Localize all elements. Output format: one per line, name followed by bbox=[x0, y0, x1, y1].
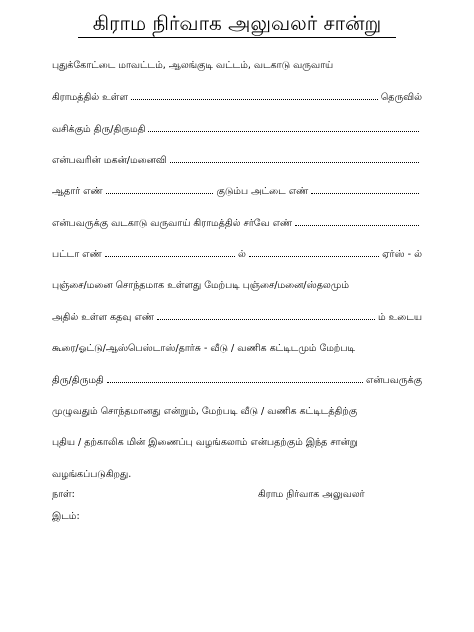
line-ids bbox=[52, 182, 422, 200]
owner-suffix: என்பவருக்கு bbox=[365, 375, 422, 386]
line-connection bbox=[52, 434, 422, 452]
patta-suffix: ல் bbox=[237, 249, 246, 260]
door-suffix: ம் உடைய bbox=[378, 312, 422, 323]
line-district bbox=[52, 57, 422, 75]
door-label: அதில் உள்ள கதவு எண் bbox=[52, 312, 154, 323]
line-resident bbox=[52, 120, 422, 138]
place-label: இடம்: bbox=[52, 511, 80, 522]
village-label: கிராமத்தில் உள்ள bbox=[52, 92, 128, 103]
line-ownership-full bbox=[52, 403, 422, 421]
line-roof bbox=[52, 340, 422, 358]
line-owner bbox=[52, 371, 422, 389]
survey-blank[interactable] bbox=[295, 214, 419, 226]
owner-name-blank[interactable] bbox=[107, 371, 363, 383]
resident-name-blank[interactable] bbox=[148, 120, 419, 132]
relation-label: என்பவரின் மகன்/மனைவி bbox=[52, 155, 167, 166]
door-number-blank[interactable] bbox=[157, 308, 375, 320]
line-street bbox=[52, 88, 422, 106]
line-issued bbox=[52, 466, 422, 484]
aadhaar-blank[interactable] bbox=[106, 182, 214, 194]
patta-label: பட்டா எண் bbox=[52, 249, 102, 260]
signatory-label: கிராம நிர்வாக அலுவலர் bbox=[258, 489, 365, 500]
connection-text: புதிய / தற்காலிக மின் இணைப்பு வழங்கலாம் என்பதற்கும் இந்த சான்று bbox=[52, 437, 358, 448]
extent-blank[interactable] bbox=[249, 245, 379, 257]
street-label: தெருவில் bbox=[380, 92, 422, 103]
owner-label: திரு/திருமதி bbox=[52, 375, 104, 386]
line-relation bbox=[52, 151, 422, 169]
page-title: கிராம நிர்வாக அலுவலர் சான்று bbox=[78, 10, 396, 38]
roof-text: கூரை/ஓட்டு/ஆஸ்பெஸ்டாஸ்/தார்சு - வீடு / வணிக கட்டிடமும் மேற்படி bbox=[52, 343, 356, 354]
issued-text: வழங்கப்படுகிறது. bbox=[52, 469, 132, 480]
acres-label: ஏர்ஸ் - ல் bbox=[382, 249, 422, 260]
date-label: நாள்: bbox=[52, 489, 75, 500]
line-door bbox=[52, 308, 422, 326]
ownership-full-text: முழுவதும் சொந்தமானது என்றும், மேற்படி வீடு / வணிக கட்டிடத்திற்கு bbox=[52, 406, 358, 417]
survey-label: என்பவருக்கு வடகாடு வருவாய் கிராமத்தில் சர்வே எண் bbox=[52, 218, 293, 229]
patta-blank[interactable] bbox=[105, 245, 235, 257]
relation-name-blank[interactable] bbox=[170, 151, 419, 163]
line-survey bbox=[52, 214, 422, 232]
ration-card-blank[interactable] bbox=[311, 182, 419, 194]
street-blank[interactable] bbox=[131, 88, 378, 100]
line-patta bbox=[52, 245, 422, 263]
line-district-text: புதுக்கோட்டை மாவட்டம், ஆலங்குடி வட்டம், வடகாடு வருவாய் bbox=[52, 60, 334, 71]
ration-card-label: குடும்ப அட்டை எண் bbox=[216, 186, 309, 197]
aadhaar-label: ஆதார் எண் bbox=[52, 186, 103, 197]
line-ownership bbox=[52, 277, 422, 295]
ownership-text: புஞ்சை/மனை சொந்தமாக உள்ளது மேற்படி புஞ்சை/மனை/ஸ்தலமும் bbox=[52, 280, 349, 291]
resident-label: வசிக்கும் திரு/திருமதி bbox=[52, 124, 146, 135]
